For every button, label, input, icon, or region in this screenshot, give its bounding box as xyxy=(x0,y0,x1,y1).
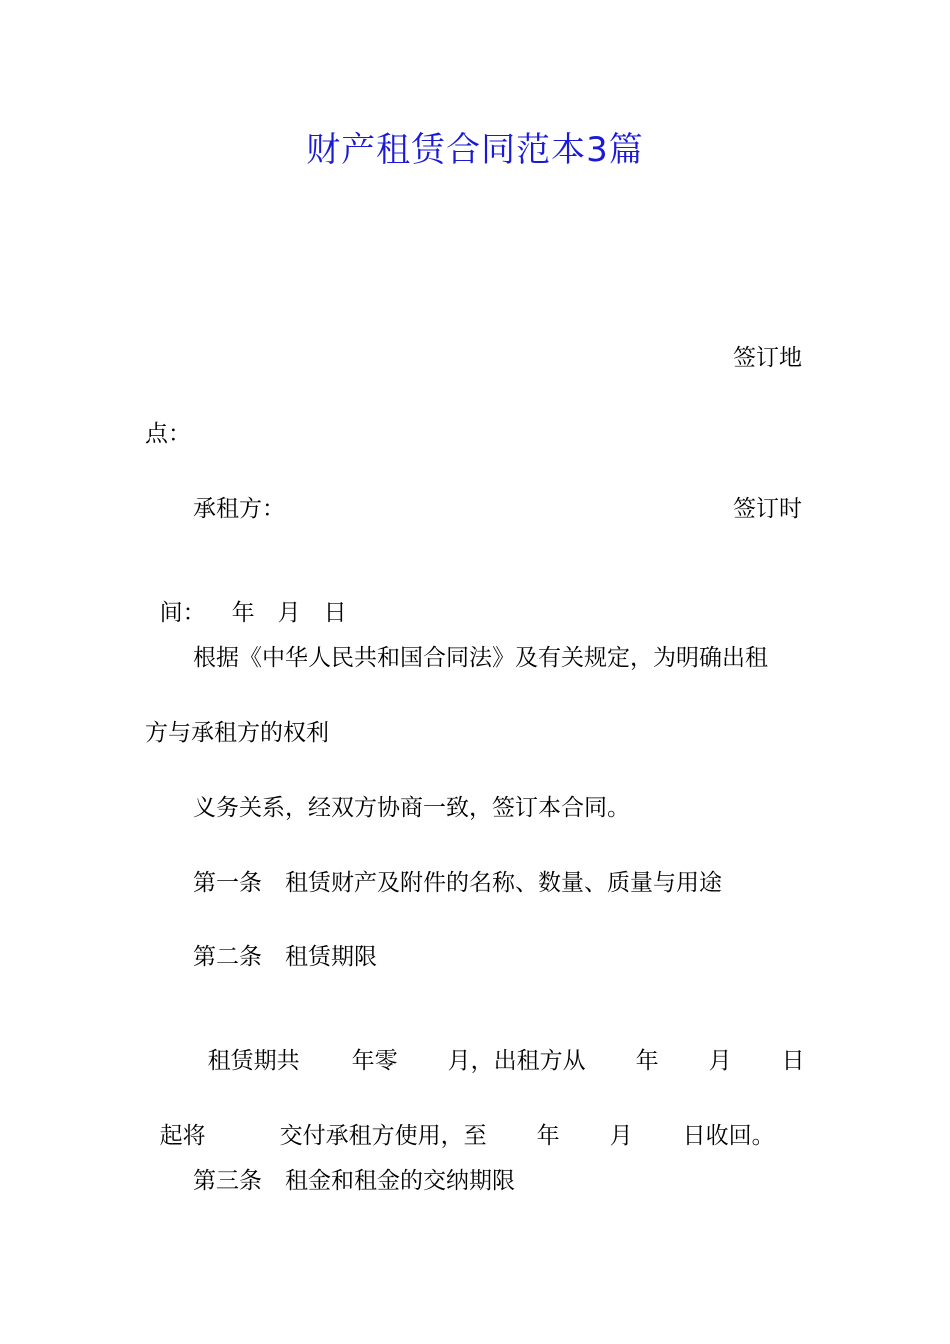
basis-paragraph-line-2: 方与承租方的权利 xyxy=(145,720,329,746)
date-month: 月 xyxy=(277,600,301,626)
term-total: 租赁期共 xyxy=(207,1048,300,1074)
sign-time-line xyxy=(145,568,347,628)
date-day: 日 xyxy=(323,600,347,626)
sign-place-label-cont: 点： xyxy=(145,421,191,447)
article-3-heading: 第三条 租金和租金的交纳期限 xyxy=(193,1168,515,1194)
basis-paragraph-line-1: 根据《中华人民共和国合同法》及有关规定，为明确出租 xyxy=(193,645,768,671)
term-end-month: 月 xyxy=(609,1123,633,1149)
term-handover: 交付承租方使用，至 xyxy=(279,1123,487,1149)
term-end-year: 年 xyxy=(536,1123,560,1149)
lease-term-line-1 xyxy=(193,1016,805,1076)
sign-time-label: 签订时 xyxy=(733,496,802,522)
lessee-label: 承租方： xyxy=(193,496,285,522)
lease-term-line-2 xyxy=(145,1091,775,1151)
document-title: 财产租赁合同范本3篇 xyxy=(306,130,644,170)
basis-paragraph-line-3: 义务关系，经双方协商一致，签订本合同。 xyxy=(193,795,630,821)
term-years: 年零 xyxy=(351,1048,398,1074)
sign-time-label-cont: 间： xyxy=(159,600,206,626)
term-start-month: 月 xyxy=(708,1048,732,1074)
article-2-heading: 第二条 租赁期限 xyxy=(193,944,377,970)
term-start-day: 日 xyxy=(781,1048,805,1074)
term-deliver: 起将 xyxy=(159,1123,206,1149)
date-year: 年 xyxy=(231,600,255,626)
sign-place-label: 签订地 xyxy=(733,345,802,371)
term-end-day: 日收回。 xyxy=(682,1123,775,1149)
term-months-from: 月，出租方从 xyxy=(447,1048,586,1074)
term-start-year: 年 xyxy=(635,1048,659,1074)
article-1-heading: 第一条 租赁财产及附件的名称、数量、质量与用途 xyxy=(193,870,722,896)
